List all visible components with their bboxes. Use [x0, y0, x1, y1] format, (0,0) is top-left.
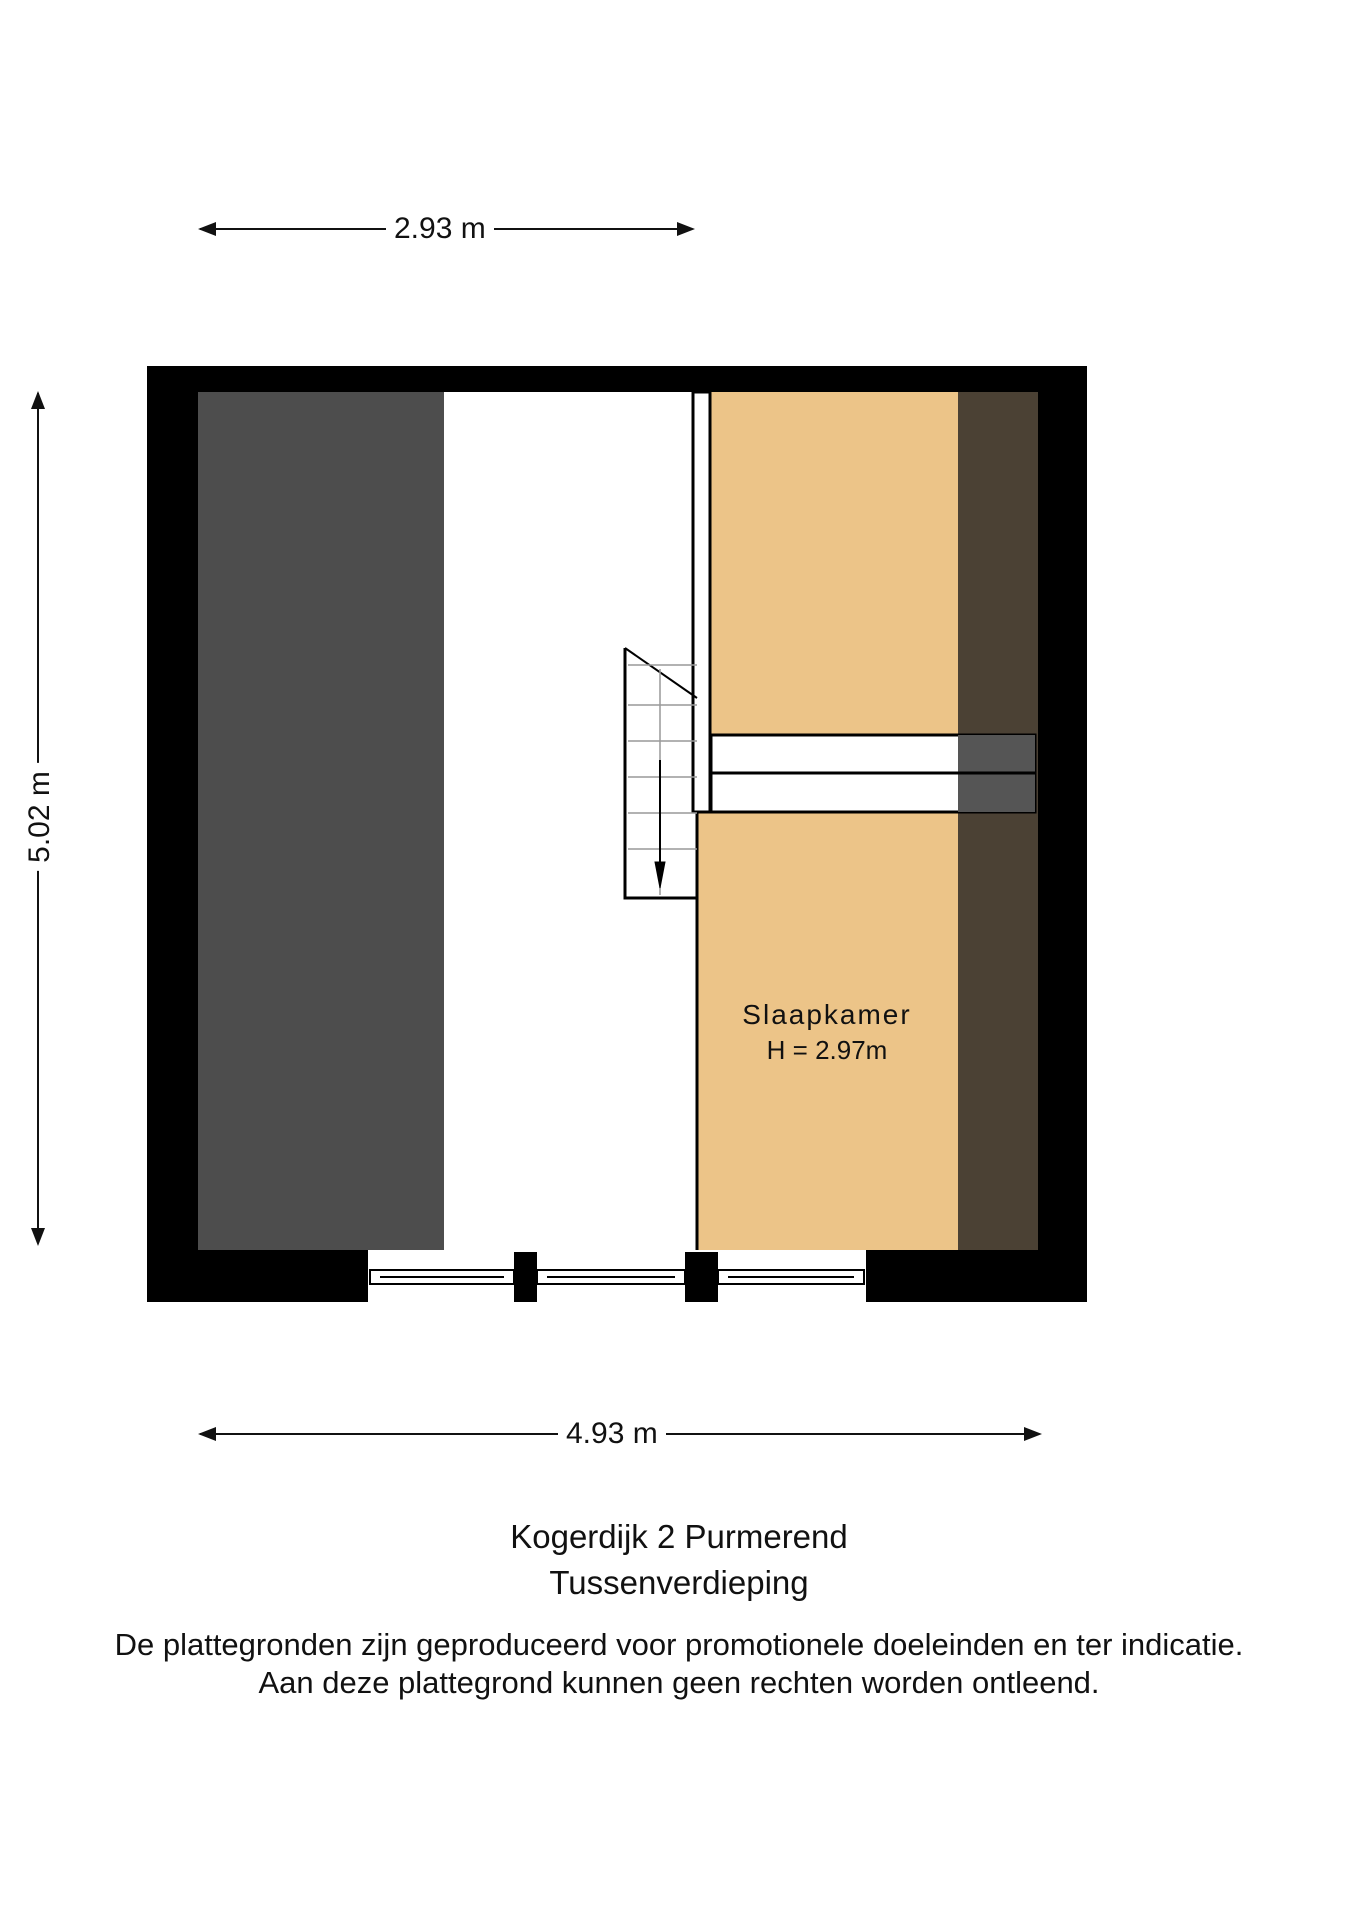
disclaimer	[0, 1626, 1358, 1702]
top-dimension-label: 2.93 m	[386, 212, 494, 246]
bottom-dimension-label: 4.93 m	[558, 1417, 666, 1451]
dark-zone-left	[198, 392, 444, 1250]
brown-zone-right	[958, 392, 1038, 1250]
address: Kogerdijk 2 Purmerend	[510, 1518, 848, 1555]
room-label-slaapkamer	[697, 999, 957, 1066]
disclaimer-line-1: De plattegronden zijn geproduceerd voor promotionele doeleinden en ter indicatie.	[114, 1627, 1244, 1662]
partition-wall	[693, 392, 710, 812]
bottom-dimension-arrow-left	[198, 1427, 216, 1441]
disclaimer-line-2: Aan deze plattegrond kunnen geen rechten worden ontleend.	[258, 1665, 1100, 1700]
bedroom-fill-upper	[710, 392, 958, 734]
room-name: Slaapkamer	[742, 999, 912, 1030]
window-mullion-1	[514, 1252, 537, 1302]
left-dimension-label: 5.02 m	[23, 763, 57, 871]
bottom-dimension-arrow-right	[1024, 1427, 1042, 1441]
floor-name: Tussenverdieping	[549, 1564, 809, 1601]
window-mullion-2	[685, 1252, 718, 1302]
room-height: H = 2.97m	[766, 1035, 888, 1065]
